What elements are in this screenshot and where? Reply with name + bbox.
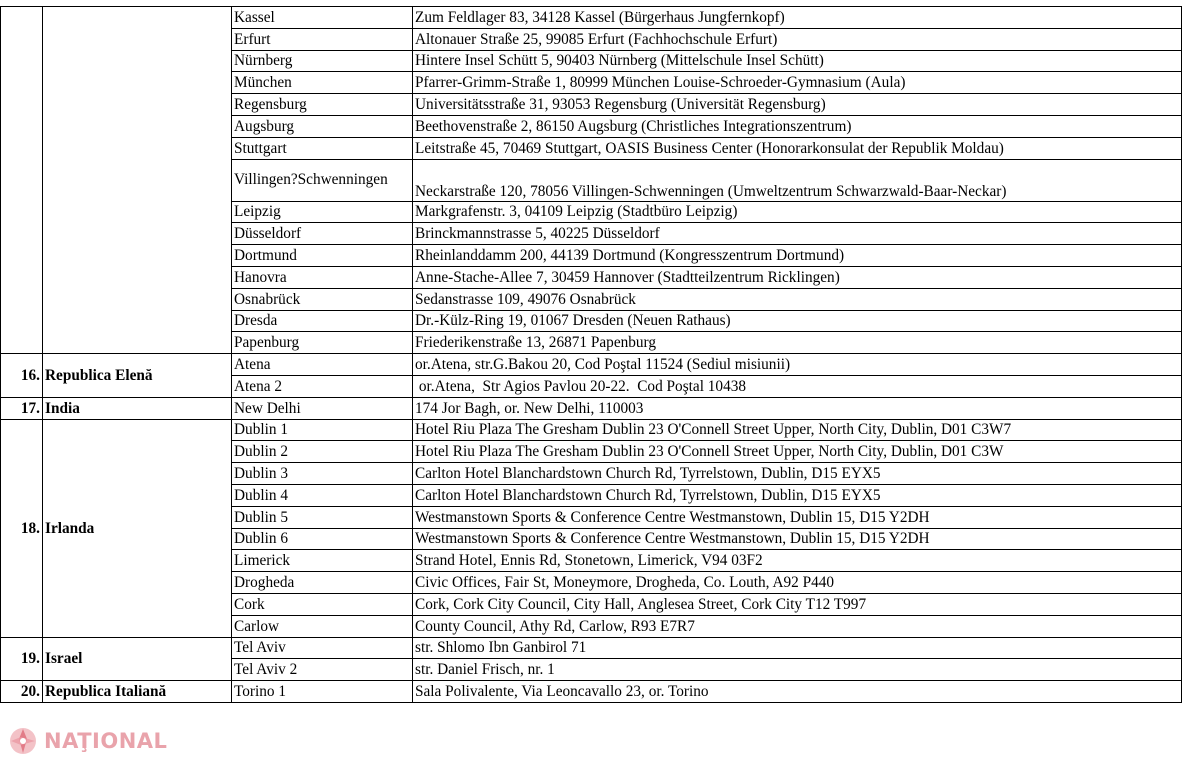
city-cell: Cork: [232, 593, 413, 615]
address-cell: Westmanstown Sports & Conference Centre Westmanstown, Dublin 15, D15 Y2DH: [413, 528, 1182, 550]
table-row: [1, 354, 1182, 376]
city-cell: Dublin 6: [232, 528, 413, 550]
city-cell: Hanovra: [232, 266, 413, 288]
address-cell: str. Shlomo Ibn Ganbirol 71: [413, 637, 1182, 659]
address-cell: Dr.-Külz-Ring 19, 01067 Dresden (Neuen Rathaus): [413, 310, 1182, 332]
address-cell: Neckarstraße 120, 78056 Villingen-Schwenningen (Umweltzentrum Schwarzwald-Baar-Neckar): [413, 159, 1182, 201]
city-cell: Torino 1: [232, 681, 413, 703]
address-cell: Carlton Hotel Blanchardstown Church Rd, Tyrrelstown, Dublin, D15 EYX5: [413, 463, 1182, 485]
address-cell: Markgrafenstr. 3, 04109 Leipzig (Stadtbüro Leipzig): [413, 201, 1182, 223]
table-row: [1, 397, 1182, 419]
watermark: [8, 726, 167, 756]
address-cell: Carlton Hotel Blanchardstown Church Rd, Tyrrelstown, Dublin, D15 EYX5: [413, 484, 1182, 506]
city-cell: Dublin 2: [232, 441, 413, 463]
country-cell: Republica Italiană: [43, 681, 232, 703]
city-cell: Augsburg: [232, 115, 413, 137]
country-cell: Irlanda: [43, 419, 232, 637]
address-cell: Hintere Insel Schütt 5, 90403 Nürnberg (Mittelschule Insel Schütt): [413, 50, 1182, 72]
address-cell: or.Atena, Str Agios Pavlou 20-22. Cod Poştal 10438: [413, 375, 1182, 397]
address-cell: County Council, Athy Rd, Carlow, R93 E7R7: [413, 615, 1182, 637]
city-cell: Düsseldorf: [232, 223, 413, 245]
address-cell: Sala Polivalente, Via Leoncavallo 23, or. Torino: [413, 681, 1182, 703]
address-cell: Rheinlanddamm 200, 44139 Dortmund (Kongresszentrum Dortmund): [413, 245, 1182, 267]
row-number-cell: 16.: [1, 354, 43, 398]
address-cell: Cork, Cork City Council, City Hall, Anglesea Street, Cork City T12 T997: [413, 593, 1182, 615]
address-cell: Leitstraße 45, 70469 Stuttgart, OASIS Business Center (Honorarkonsulat der Republik Moldau): [413, 137, 1182, 159]
country-cell: India: [43, 397, 232, 419]
row-number-cell: 18.: [1, 419, 43, 637]
address-cell: Zum Feldlager 83, 34128 Kassel (Bürgerhaus Jungfernkopf): [413, 7, 1182, 29]
row-number-cell: [1, 7, 43, 354]
city-cell: Dublin 5: [232, 506, 413, 528]
address-cell: Friederikenstraße 13, 26871 Papenburg: [413, 332, 1182, 354]
city-cell: Regensburg: [232, 94, 413, 116]
city-cell: New Delhi: [232, 397, 413, 419]
city-cell: Nürnberg: [232, 50, 413, 72]
address-cell: Civic Offices, Fair St, Moneymore, Drogheda, Co. Louth, A92 P440: [413, 572, 1182, 594]
address-cell: Westmanstown Sports & Conference Centre Westmanstown, Dublin 15, D15 Y2DH: [413, 506, 1182, 528]
row-number-cell: 19.: [1, 637, 43, 681]
city-cell: Papenburg: [232, 332, 413, 354]
city-cell: Dortmund: [232, 245, 413, 267]
city-cell: München: [232, 72, 413, 94]
city-cell: Kassel: [232, 7, 413, 29]
table-row: [1, 637, 1182, 659]
address-cell: Beethovenstraße 2, 86150 Augsburg (Christliches Integrationszentrum): [413, 115, 1182, 137]
table-row: [1, 7, 1182, 29]
city-cell: Stuttgart: [232, 137, 413, 159]
city-cell: Dublin 1: [232, 419, 413, 441]
country-cell: Republica Elenă: [43, 354, 232, 398]
address-cell: Hotel Riu Plaza The Gresham Dublin 23 O'Connell Street Upper, North City, Dublin, D01 C3W7: [413, 419, 1182, 441]
country-cell: [43, 7, 232, 354]
city-cell: Osnabrück: [232, 288, 413, 310]
city-cell: Leipzig: [232, 201, 413, 223]
city-cell: Tel Aviv: [232, 637, 413, 659]
row-number-cell: 20.: [1, 681, 43, 703]
country-cell: Israel: [43, 637, 232, 681]
city-cell: Tel Aviv 2: [232, 659, 413, 681]
polling-stations-table: [0, 6, 1182, 703]
address-cell: Universitätsstraße 31, 93053 Regensburg (Universität Regensburg): [413, 94, 1182, 116]
address-cell: 174 Jor Bagh, or. New Delhi, 110003: [413, 397, 1182, 419]
city-cell: Dublin 3: [232, 463, 413, 485]
table-row: [1, 419, 1182, 441]
address-cell: str. Daniel Frisch, nr. 1: [413, 659, 1182, 681]
watermark-text: NAŢIONAL: [44, 729, 168, 753]
city-cell: Villingen?Schwenningen: [232, 159, 413, 201]
city-cell: Dublin 4: [232, 484, 413, 506]
city-cell: Atena: [232, 354, 413, 376]
watermark-logo-icon: [8, 726, 38, 756]
city-cell: Erfurt: [232, 28, 413, 50]
city-cell: Atena 2: [232, 375, 413, 397]
address-cell: Altonauer Straße 25, 99085 Erfurt (Fachhochschule Erfurt): [413, 28, 1182, 50]
address-cell: Anne-Stache-Allee 7, 30459 Hannover (Stadtteilzentrum Ricklingen): [413, 266, 1182, 288]
city-cell: Limerick: [232, 550, 413, 572]
address-cell: Brinckmannstrasse 5, 40225 Düsseldorf: [413, 223, 1182, 245]
address-cell: Strand Hotel, Ennis Rd, Stonetown, Limerick, V94 03F2: [413, 550, 1182, 572]
city-cell: Carlow: [232, 615, 413, 637]
row-number-cell: 17.: [1, 397, 43, 419]
address-cell: Pfarrer-Grimm-Straße 1, 80999 München Louise-Schroeder-Gymnasium (Aula): [413, 72, 1182, 94]
address-cell: Sedanstrasse 109, 49076 Osnabrück: [413, 288, 1182, 310]
city-cell: Drogheda: [232, 572, 413, 594]
address-cell: Hotel Riu Plaza The Gresham Dublin 23 O'Connell Street Upper, North City, Dublin, D01 C3W: [413, 441, 1182, 463]
city-cell: Dresda: [232, 310, 413, 332]
address-cell: or.Atena, str.G.Bakou 20, Cod Poştal 11524 (Sediul misiunii): [413, 354, 1182, 376]
table-row: [1, 681, 1182, 703]
